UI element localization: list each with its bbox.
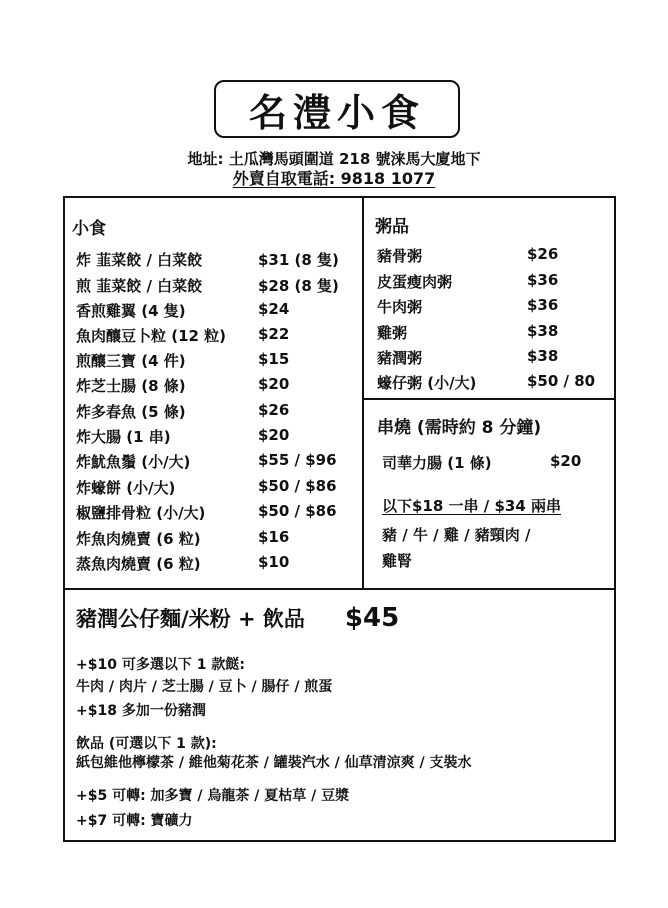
combo-title: [76, 603, 399, 633]
list-item: [76, 350, 290, 371]
item-name: 豬潤粥: [377, 349, 423, 367]
item-name: 蒸魚肉燒賣 (6 粒): [76, 555, 201, 573]
item-price: $28 (8 隻): [258, 277, 339, 295]
item-price: $16: [258, 528, 290, 546]
skewer-promo: 以下$18 一串 / $34 兩串: [382, 497, 561, 515]
shop-address: 地址: 土瓜灣馬頭圍道 218 號涞馬大廈地下: [187, 150, 481, 168]
list-item: [377, 271, 559, 292]
item-price: $38: [527, 322, 559, 340]
item-name: 魚肉釀豆卜粒 (12 粒): [76, 327, 227, 345]
list-item: [377, 372, 596, 393]
combo-line: +$18 多加一份豬潤: [76, 703, 206, 719]
congee-skewer-divider: [362, 398, 616, 400]
item-name: 炸芝士腸 (8 條): [76, 377, 186, 395]
item-name: 雞粥: [377, 324, 408, 342]
skewer-options-line1: 豬 / 牛 / 雞 / 豬頸肉 /: [382, 526, 531, 544]
item-name: 司華力腸 (1 條): [382, 454, 492, 472]
item-name: 煎 韮菜餃 / 白菜餃: [76, 277, 203, 295]
item-name: 椒鹽排骨粒 (小/大): [76, 504, 206, 522]
list-item: [377, 322, 559, 343]
item-name: 香煎雞翼 (4 隻): [76, 302, 186, 320]
item-name: 炸多春魚 (5 條): [76, 403, 186, 421]
item-name: 牛肉粥: [377, 298, 423, 316]
takeaway-phone-text: 外賣自取電話: 9818 1077: [232, 169, 436, 188]
list-item: [76, 502, 337, 523]
list-item: [76, 300, 290, 321]
list-item: [377, 296, 559, 317]
item-price: $50 / $86: [258, 477, 337, 495]
congee-heading: 粥品: [375, 217, 409, 237]
list-item: [76, 375, 290, 396]
item-name: 炸大腸 (1 串): [76, 428, 171, 446]
item-price: $15: [258, 350, 290, 368]
item-price: $26: [527, 245, 559, 263]
skewers-heading: 串燒 (需時約 8 分鐘): [377, 418, 542, 438]
item-price: $31 (8 隻): [258, 251, 339, 269]
combo-divider: [63, 588, 616, 590]
item-price: $36: [527, 296, 559, 314]
list-item: [76, 451, 337, 472]
list-item: [76, 426, 290, 447]
list-item: [76, 528, 290, 549]
column-divider: [362, 196, 364, 590]
item-price: $20: [258, 426, 290, 444]
item-price: $20: [550, 452, 582, 470]
item-name: 炸魚肉燒賣 (6 粒): [76, 530, 201, 548]
item-price: $50 / 80: [527, 372, 596, 390]
shop-title: 名澧小食: [214, 80, 460, 138]
combo-price: $45: [344, 603, 400, 633]
skewer-options-line2: 雞腎: [382, 552, 413, 570]
list-item: [377, 245, 559, 266]
item-name: 煎釀三寶 (4 件): [76, 352, 186, 370]
list-item: [76, 249, 339, 270]
item-name: 炸 韮菜餃 / 白菜餃: [76, 251, 203, 269]
combo-line: 牛肉 / 肉片 / 芝士腸 / 豆卜 / 腸仔 / 煎蛋: [76, 679, 333, 695]
item-price: $22: [258, 325, 290, 343]
combo-line: 飲品 (可選以下 1 款):: [76, 736, 217, 752]
list-item: [76, 477, 337, 498]
list-item: [76, 401, 290, 422]
snacks-heading: 小食: [72, 219, 106, 239]
list-item: [382, 452, 582, 473]
item-price: $50 / $86: [258, 502, 337, 520]
list-item: [76, 553, 290, 574]
item-price: $55 / $96: [258, 451, 337, 469]
list-item: [377, 347, 559, 368]
item-name: 炸蠔餅 (小/大): [76, 479, 176, 497]
item-price: $38: [527, 347, 559, 365]
item-name: 豬骨粥: [377, 247, 423, 265]
item-price: $24: [258, 300, 290, 318]
combo-name: 豬潤公仔麵/米粉 + 飲品: [76, 607, 305, 631]
item-name: 蠔仔粥 (小/大): [377, 374, 477, 392]
item-price: $10: [258, 553, 290, 571]
combo-line: +$5 可轉: 加多寶 / 烏龍茶 / 夏枯草 / 豆漿: [76, 788, 350, 804]
takeaway-phone: [0, 166, 668, 189]
item-name: 炸魷魚鬚 (小/大): [76, 453, 191, 471]
item-name: 皮蛋瘦肉粥: [377, 273, 453, 291]
combo-line: +$10 可多選以下 1 款餸:: [76, 657, 245, 673]
list-item: [76, 325, 290, 346]
item-price: $20: [258, 375, 290, 393]
item-price: $26: [258, 401, 290, 419]
item-price: $36: [527, 271, 559, 289]
list-item: [76, 275, 339, 296]
combo-line: 紙包維他檸檬茶 / 維他菊花茶 / 罐裝汽水 / 仙草清涼爽 / 支裝水: [76, 755, 472, 771]
combo-line: +$7 可轉: 寶礦力: [76, 813, 193, 829]
